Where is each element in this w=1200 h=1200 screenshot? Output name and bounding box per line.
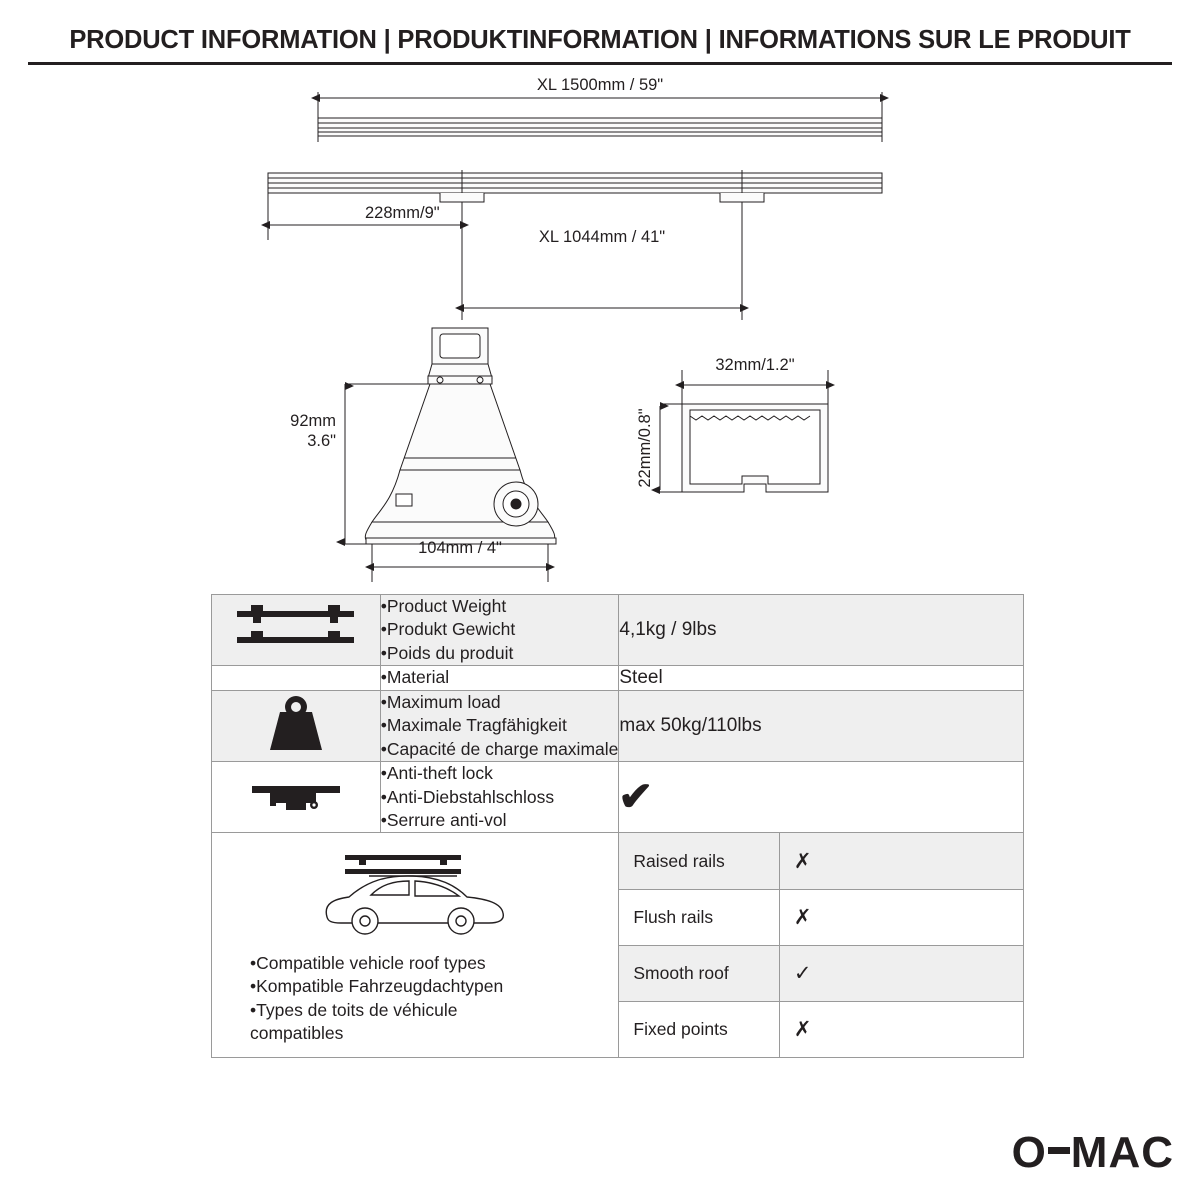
cross-mark-icon: ✗ (779, 889, 1023, 945)
roof-option-label: Fixed points (619, 1001, 779, 1057)
material-icon-placeholder (212, 666, 381, 690)
product-specs-table (211, 594, 1024, 1058)
logo-text-part1: O (1011, 1128, 1047, 1177)
table-row-material (212, 666, 1024, 690)
omac-logo (1012, 1128, 1174, 1178)
logo-text-part2: MAC (1070, 1128, 1174, 1177)
table-row-anti-theft-lock (212, 762, 1024, 833)
dim-height-line2: 3.6" (307, 432, 336, 450)
roof-options-table (619, 833, 1023, 1057)
value-max-load: max 50kg/110lbs (619, 690, 1024, 761)
dim-profile-width: 32mm/1.2" (715, 356, 795, 374)
logo-bar (1048, 1147, 1070, 1154)
weight-icon (212, 690, 381, 761)
header-divider (28, 62, 1172, 65)
label-anti-theft-lock: •Anti-theft lock •Anti-Diebstahlschloss •Serrure anti-vol (380, 762, 619, 833)
check-mark-icon: ✔ (618, 775, 654, 820)
label-material: •Material (380, 666, 619, 690)
roof-option-raised-rails (619, 833, 1023, 889)
value-anti-theft-lock (619, 762, 1024, 833)
roof-option-label: Smooth roof (619, 945, 779, 1001)
roof-types-options (619, 833, 1024, 1058)
roof-types-labels: •Compatible vehicle roof types •Kompatible Fahrzeugdachtypen •Types de toits de véhicule compatibles (250, 953, 504, 1044)
page-title: PRODUCT INFORMATION | PRODUKTINFORMATION | INFORMATIONS SUR LE PRODUIT (69, 26, 1131, 54)
value-product-weight: 4,1kg / 9lbs (619, 595, 1024, 666)
lock-icon (212, 762, 381, 833)
dim-offset: 228mm/9" (365, 204, 440, 222)
cross-mark-icon: ✗ (779, 1001, 1023, 1057)
label-product-weight: •Product Weight •Produkt Gewicht •Poids du produit (380, 595, 619, 666)
roof-option-label: Flush rails (619, 889, 779, 945)
roof-types-description (212, 833, 619, 1058)
roof-option-flush-rails (619, 889, 1023, 945)
cross-mark-icon: ✗ (779, 833, 1023, 889)
table-row-weight (212, 595, 1024, 666)
roof-option-label: Raised rails (619, 833, 779, 889)
dim-base-width: 104mm / 4" (418, 539, 502, 557)
value-material: Steel (619, 666, 1024, 690)
dim-span: XL 1044mm / 41" (538, 228, 666, 246)
dim-total-length: XL 1500mm / 59" (536, 76, 664, 94)
car-with-rack-icon (212, 845, 618, 946)
dim-height-line1: 92mm (290, 412, 336, 430)
table-row-max-load (212, 690, 1024, 761)
check-mark-icon: ✓ (779, 945, 1023, 1001)
roof-option-fixed-points (619, 1001, 1023, 1057)
technical-drawing (0, 70, 1200, 590)
table-row-roof-types (212, 833, 1024, 1058)
label-max-load: •Maximum load •Maximale Tragfähigkeit •Capacité de charge maximale (380, 690, 619, 761)
roof-option-smooth-roof (619, 945, 1023, 1001)
dim-profile-height: 22mm/0.8" (636, 408, 654, 488)
crossbars-icon (212, 595, 381, 666)
